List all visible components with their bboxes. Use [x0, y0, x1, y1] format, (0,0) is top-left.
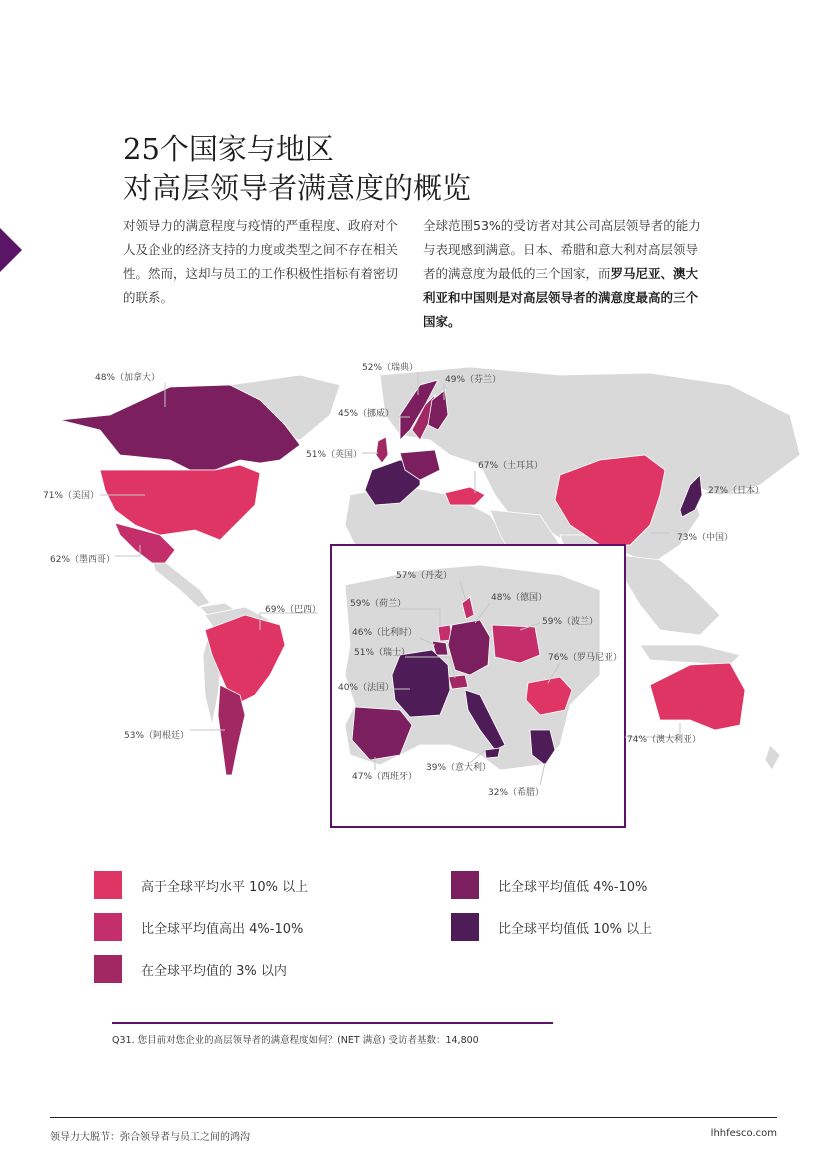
label-greece: 32%（希腊）: [488, 788, 545, 798]
label-argentina: 53%（阿根廷）: [124, 731, 190, 741]
legend-item-below: [451, 871, 647, 899]
footer-publication-title: 领导力大脱节：弥合领导者与员工之间的鸿沟: [50, 1132, 250, 1143]
source-rule: [112, 1022, 553, 1024]
land-new-zealand: [765, 745, 780, 770]
intro-right-bold: 罗马尼亚、澳大利亚和中国则是对高层领导者的满意度最高的三个国家。: [423, 266, 699, 329]
label-france: 40%（法国）: [338, 683, 395, 693]
legend-label-within: 在全球平均值的 3% 以内: [141, 963, 287, 979]
inset-sicily: [485, 748, 500, 758]
country-uk: [376, 437, 388, 463]
footer-website-link[interactable]: lhhfesco.com: [710, 1128, 777, 1139]
legend-item-low: [451, 913, 652, 941]
legend-swatch-low: [451, 913, 479, 941]
legend-swatch-above: [94, 913, 122, 941]
label-japan: 27%（日本）: [708, 486, 765, 496]
label-poland: 59%（波兰）: [542, 617, 599, 627]
label-germany: 48%（德国）: [491, 593, 548, 603]
intro-right-plain: 全球范围53%的受访者对其公司高层领导者的能力与表现感到满意。日本、希腊和意大利对高层领导者的满意度为最低的三个国家，而: [423, 218, 701, 281]
legend-label-above: 比全球平均值高出 4%-10%: [141, 921, 304, 937]
label-usa: 71%（美国）: [43, 491, 100, 501]
legend-label-high: 高于全球平均水平 10% 以上: [141, 879, 309, 895]
inset-france: [392, 650, 450, 717]
label-netherlands: 59%（荷兰）: [350, 599, 407, 609]
label-uk: 51%（英国）: [306, 450, 363, 460]
label-mexico: 62%（墨西哥）: [50, 555, 116, 565]
section-marker-arrow: [0, 228, 22, 272]
land-indonesia: [640, 645, 740, 665]
land-southeast-asia: [620, 555, 720, 635]
legend-label-below: 比全球平均值低 4%-10%: [498, 879, 648, 895]
legend-item-high: [94, 871, 308, 899]
legend-swatch-within: [94, 955, 122, 983]
label-australia: 74%（澳大利亚）: [627, 735, 702, 745]
label-switzerland: 51%（瑞士）: [354, 648, 411, 658]
label-turkey: 67%（土耳其）: [478, 461, 544, 471]
label-belgium: 46%（比利时）: [352, 628, 418, 638]
legend-swatch-high: [94, 871, 122, 899]
label-denmark: 57%（丹麦）: [396, 571, 453, 581]
label-finland: 49%（芬兰）: [445, 375, 502, 385]
country-australia: [650, 663, 745, 730]
footer-rule: [50, 1117, 777, 1118]
intro-paragraph-right: [423, 214, 708, 334]
inset-switzerland: [448, 675, 468, 689]
title-line-2: 对高层领导者满意度的概览: [123, 171, 472, 205]
world-satisfaction-map: [0, 345, 827, 835]
page-title: [123, 130, 471, 208]
label-romania: 76%（罗马尼亚）: [548, 653, 623, 663]
source-note: Q31. 您目前对您企业的高层领导者的满意程度如何？(NET 满意) 受访者基数：14,800: [112, 1035, 479, 1046]
label-italy: 39%（意大利）: [426, 763, 492, 773]
label-canada: 48%（加拿大）: [95, 373, 161, 383]
inset-poland: [492, 625, 540, 663]
title-line-1: 25个国家与地区: [123, 132, 334, 166]
legend-label-low: 比全球平均值低 10% 以上: [498, 921, 653, 937]
label-norway: 45%（挪威）: [338, 409, 395, 419]
legend-item-above: [94, 913, 303, 941]
label-brazil: 69%（巴西）: [265, 605, 322, 615]
inset-germany: [448, 620, 490, 675]
intro-paragraph-left: 对领导力的满意程度与疫情的严重程度、政府对个人及企业的经济支持的力度或类型之间不存在相关性。然而，这却与员工的工作积极性指标有着密切的联系。: [123, 218, 399, 305]
label-china: 73%（中国）: [677, 533, 734, 543]
legend-item-within: [94, 955, 287, 983]
label-spain: 47%（西班牙）: [352, 772, 418, 782]
country-turkey: [445, 487, 485, 505]
legend-swatch-below: [451, 871, 479, 899]
label-sweden: 52%（瑞典）: [362, 363, 419, 373]
